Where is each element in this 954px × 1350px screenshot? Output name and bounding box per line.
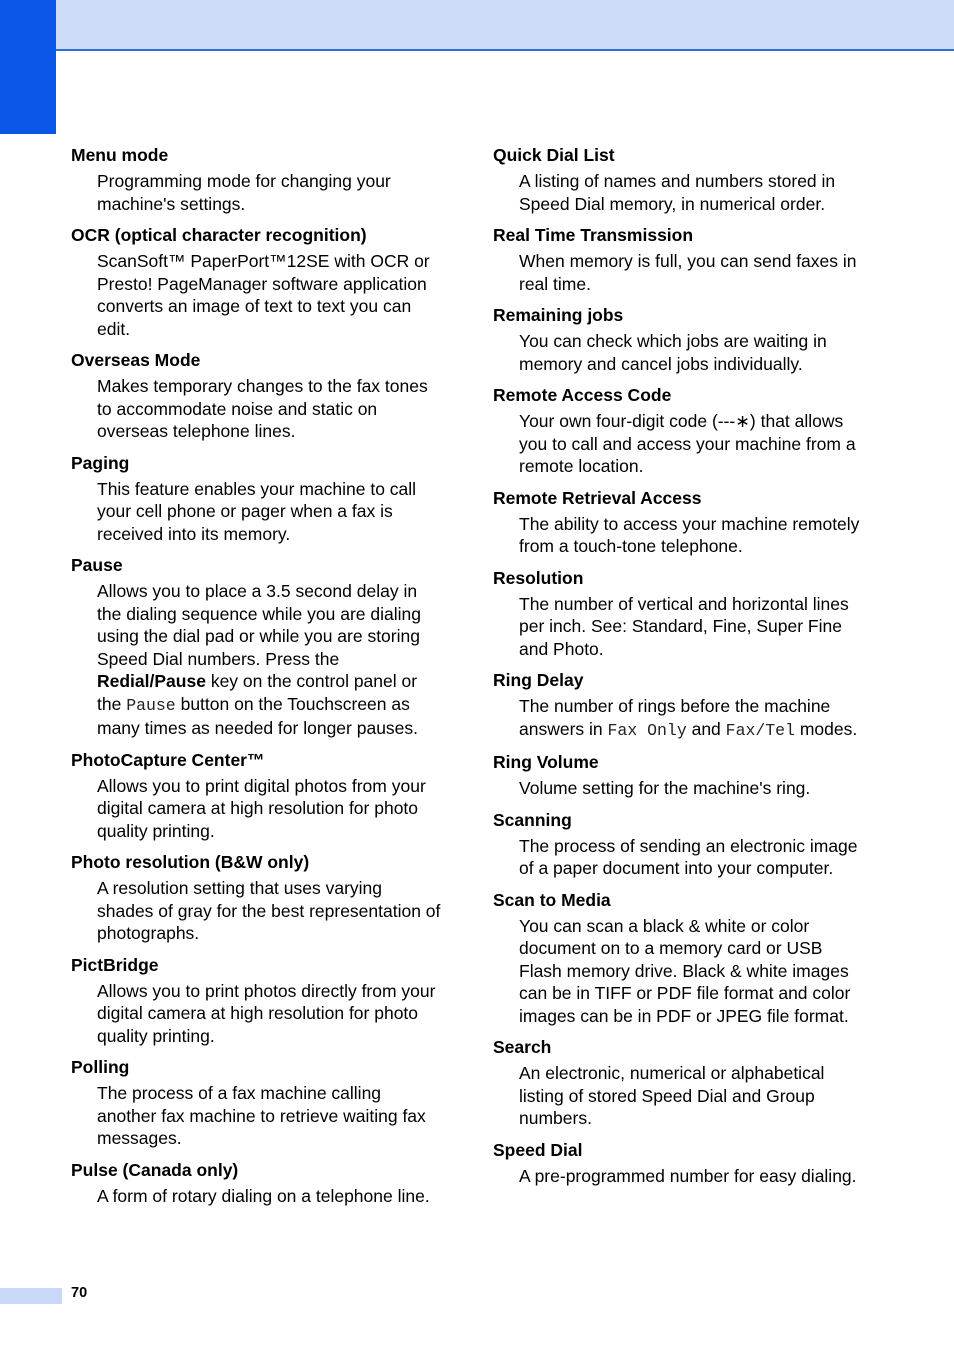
glossary-definition: The ability to access your machine remotely from a touch-tone telephone.: [519, 513, 860, 556]
glossary-definition: Allows you to print photos directly from your digital camera at high resolution for photo quality printing.: [97, 980, 436, 1046]
definition-text: button on the Touchscreen as many times as needed for longer pauses.: [97, 693, 419, 738]
glossary-definition: [97, 580, 443, 740]
glossary-right-column: [493, 144, 865, 1196]
chapter-tab: [0, 0, 56, 134]
glossary-entry-pulse: [71, 1159, 443, 1208]
glossary-term: Scanning: [493, 809, 572, 830]
glossary-term: Pulse (Canada only): [71, 1159, 239, 1180]
glossary-term: Pause: [71, 555, 123, 575]
glossary-left-column: [71, 144, 443, 1216]
glossary-entry-quick-dial-list: [493, 144, 865, 215]
footer-tab: [0, 1288, 62, 1304]
glossary-definition: Your own four-digit code (---∗) that allows you to call and access your machine from a remote location.: [519, 411, 856, 476]
glossary-entry-ocr: [71, 224, 443, 340]
header-band: [0, 0, 954, 51]
glossary-term: PhotoCapture Center™: [71, 749, 265, 770]
glossary-entry-remaining-jobs: [493, 304, 865, 375]
glossary-term: Photo resolution (B&W only): [71, 852, 310, 872]
glossary-entry-pause: [71, 554, 443, 740]
glossary-entry-overseas-mode: [71, 349, 443, 443]
glossary-entry-real-time-transmission: [493, 224, 865, 295]
glossary-term: Ring Volume: [493, 752, 599, 772]
glossary-term: Ring Delay: [493, 670, 584, 690]
glossary-entry-scan-to-media: [493, 889, 865, 1028]
glossary-term: Overseas Mode: [71, 350, 201, 370]
page-number: 70: [71, 1285, 88, 1301]
glossary-term: Remote Retrieval Access: [493, 487, 702, 508]
definition-text: The number of rings before the machine answers in: [519, 696, 831, 739]
glossary-entry-polling: [71, 1056, 443, 1150]
glossary-term: PictBridge: [71, 954, 159, 975]
glossary-term: Polling: [71, 1057, 130, 1077]
glossary-definition: Programming mode for changing your machine's settings.: [97, 171, 391, 214]
glossary-term: Scan to Media: [493, 889, 611, 910]
glossary-definition: The number of vertical and horizontal lines per inch. See: Standard, Fine, Super Fine and Photo.: [519, 593, 849, 659]
glossary-entry-ring-delay: [493, 669, 865, 742]
fax-tel-mode-name: Fax/Tel: [725, 720, 795, 740]
glossary-term: Paging: [71, 452, 130, 473]
glossary-definition: A listing of names and numbers stored in Speed Dial memory, in numerical order.: [519, 171, 836, 214]
glossary-entry-photocapture-center: [71, 749, 443, 843]
glossary-definition: ScanSoft™ PaperPort™12SE with OCR or Presto! PageManager software application converts an image of text to text you can edit.: [97, 251, 430, 339]
glossary-definition: A form of rotary dialing on a telephone line.: [97, 1185, 430, 1206]
glossary-term: Quick Dial List: [493, 145, 615, 165]
glossary-term: Remaining jobs: [493, 305, 624, 325]
glossary-definition: An electronic, numerical or alphabetical listing of stored Speed Dial and Group numbers.: [519, 1063, 825, 1128]
glossary-definition: The process of sending an electronic image of a paper document into your computer.: [519, 835, 858, 878]
glossary-entry-speed-dial: [493, 1139, 865, 1188]
glossary-definition: The process of a fax machine calling another fax machine to retrieve waiting fax messages.: [97, 1083, 426, 1148]
glossary-definition: You can scan a black & white or color document on to a memory card or USB Flash memory drive. Black & white images can be in TIFF or PDF file format and color images can be in PDF or JPEG file format.: [519, 915, 851, 1026]
glossary-definition: Volume setting for the machine's ring.: [519, 778, 811, 798]
glossary-definition: A resolution setting that uses varying shades of gray for the best representation of photographs.: [97, 878, 441, 943]
glossary-term: OCR (optical character recognition): [71, 225, 367, 245]
glossary-entry-pictbridge: [71, 954, 443, 1048]
glossary-entry-ring-volume: [493, 751, 865, 800]
definition-text: and: [686, 718, 726, 739]
glossary-entry-resolution: [493, 567, 865, 661]
glossary-entry-remote-retrieval-access: [493, 487, 865, 558]
glossary-definition: Allows you to print digital photos from your digital camera at high resolution for photo quality printing.: [97, 775, 426, 841]
glossary-definition: [519, 695, 865, 742]
glossary-definition: Makes temporary changes to the fax tones to accommodate noise and static on overseas telephone lines.: [97, 376, 428, 441]
glossary-entry-scanning: [493, 809, 865, 880]
glossary-definition: This feature enables your machine to call your cell phone or pager when a fax is received into its memory.: [97, 478, 417, 544]
glossary-entry-remote-access-code: [493, 384, 865, 478]
definition-text: modes.: [794, 718, 858, 739]
glossary-term: Speed Dial: [493, 1139, 583, 1160]
fax-only-mode-name: Fax Only: [607, 720, 687, 740]
glossary-entry-search: [493, 1036, 865, 1130]
glossary-definition: You can check which jobs are waiting in memory and cancel jobs individually.: [519, 331, 827, 374]
definition-text: Allows you to place a 3.5 second delay in the dialing sequence while you are dialing using the dial pad or while you are storing Speed Dial numbers. Press the: [97, 581, 421, 669]
glossary-term: Real Time Transmission: [493, 225, 694, 245]
definition-text: key on the control panel or the: [97, 671, 418, 714]
pause-button-name: Pause: [126, 695, 176, 715]
glossary-definition: When memory is full, you can send faxes in real time.: [519, 251, 857, 294]
glossary-entry-paging: [71, 452, 443, 546]
redial-pause-key-name: Redial/Pause: [97, 671, 206, 691]
glossary-term: Menu mode: [71, 145, 169, 165]
glossary-entry-photo-resolution: [71, 851, 443, 945]
glossary-definition: A pre-programmed number for easy dialing.: [519, 1165, 857, 1186]
glossary-term: Remote Access Code: [493, 385, 672, 405]
glossary-term: Resolution: [493, 567, 584, 588]
glossary-term: Search: [493, 1037, 552, 1057]
glossary-entry-menu-mode: [71, 144, 443, 215]
